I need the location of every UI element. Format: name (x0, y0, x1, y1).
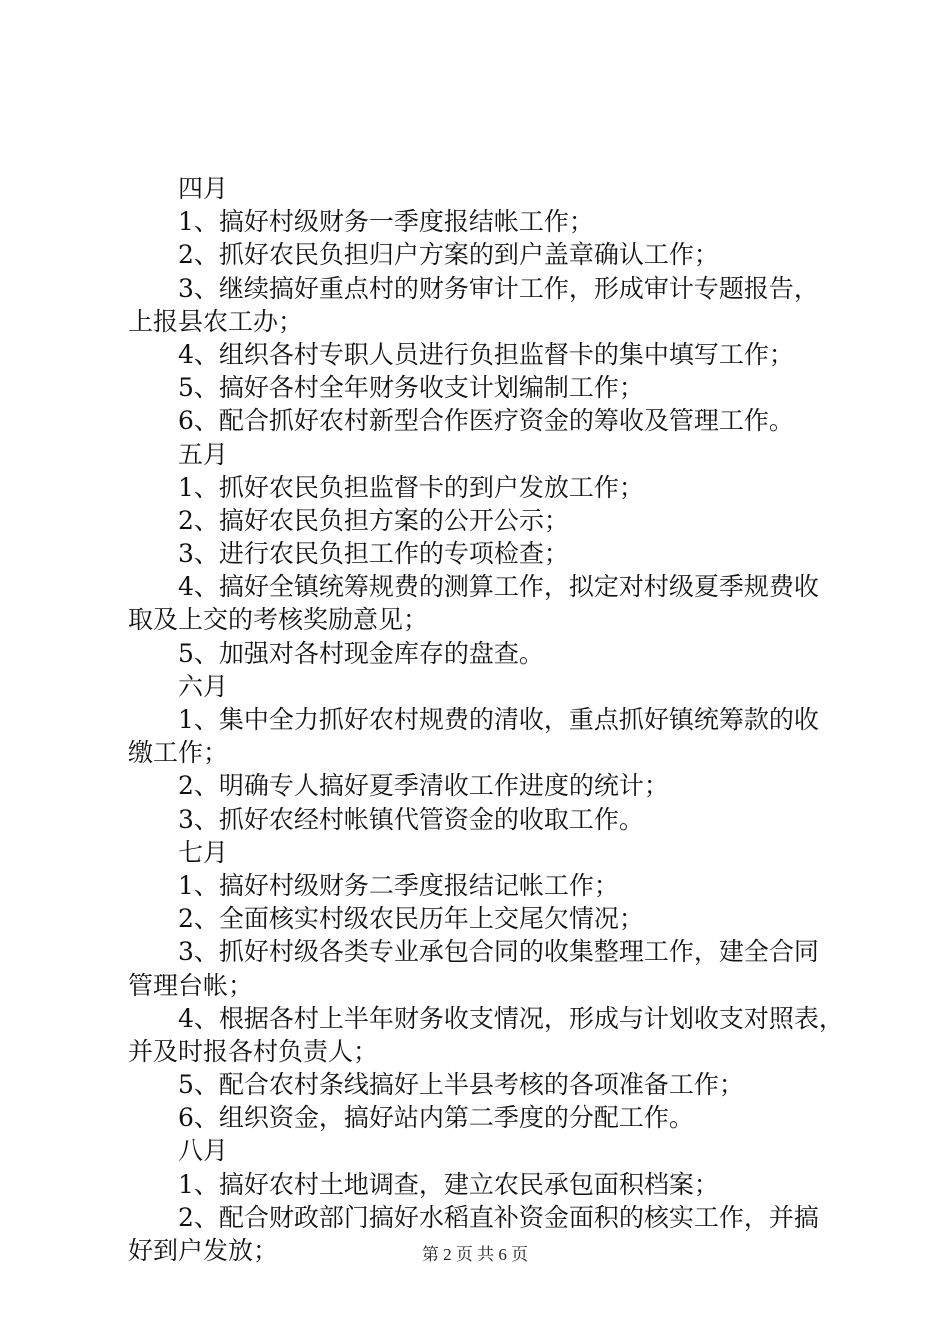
list-item: 3、抓好村级各类专业承包合同的收集整理工作，建全合同 (178, 937, 819, 967)
list-item: 3、继续搞好重点村的财务审计工作，形成审计专题报告， (178, 273, 819, 303)
document-body (128, 172, 844, 1267)
list-item: 1、搞好村级财务二季度报结记帐工作； (178, 870, 619, 900)
list-item-continuation: 并及时报各村负责人； (128, 1036, 379, 1066)
list-item: 3、进行农民负担工作的专项检查； (178, 539, 569, 569)
month-heading: 五月 (178, 439, 229, 469)
list-item: 5、搞好各村全年财务收支计划编制工作； (178, 373, 644, 403)
list-item: 2、搞好农民负担方案的公开公示； (178, 505, 569, 535)
list-item: 6、配合抓好农村新型合作医疗资金的筹收及管理工作。 (178, 406, 794, 436)
list-item-continuation: 管理台帐； (128, 970, 254, 1000)
list-item: 1、搞好村级财务一季度报结帐工作； (178, 207, 594, 237)
list-item: 5、加强对各村现金库存的盘查。 (178, 638, 544, 668)
list-item: 4、搞好全镇统筹规费的测算工作，拟定对村级夏季规费收 (178, 572, 819, 602)
list-item: 2、配合财政部门搞好水稻直补资金面积的核实工作，并搞 (178, 1202, 819, 1232)
list-item: 1、抓好农民负担监督卡的到户发放工作； (178, 472, 644, 502)
list-item: 1、集中全力抓好农村规费的清收，重点抓好镇统筹款的收 (178, 705, 819, 734)
list-item: 4、组织各村专职人员进行负担监督卡的集中填写工作； (178, 339, 794, 369)
month-heading: 七月 (178, 837, 229, 867)
month-heading: 六月 (178, 671, 229, 701)
page-footer: 第 2 页 共 6 页 (421, 1245, 529, 1264)
list-item: 6、组织资金，搞好站内第二季度的分配工作。 (178, 1103, 694, 1133)
list-item-continuation: 取及上交的考核奖励意见； (128, 605, 429, 635)
list-item-continuation: 上报县农工办； (128, 306, 304, 336)
list-item-continuation: 缴工作； (128, 738, 229, 768)
list-item: 1、搞好农村土地调查，建立农民承包面积档案； (178, 1169, 719, 1199)
list-item: 2、明确专人搞好夏季清收工作进度的统计； (178, 771, 669, 801)
list-item: 2、全面核实村级农民历年上交尾欠情况； (178, 904, 644, 934)
list-item: 5、配合农村条线搞好上半县考核的各项准备工作； (178, 1070, 744, 1100)
list-item: 3、抓好农经村帐镇代管资金的收取工作。 (178, 804, 644, 834)
list-item-continuation: 好到户发放； (128, 1236, 279, 1265)
month-heading: 八月 (178, 1136, 229, 1166)
list-item: 2、抓好农民负担归户方案的到户盖章确认工作； (178, 240, 719, 270)
month-heading: 四月 (178, 174, 229, 203)
list-item: 4、根据各村上半年财务收支情况，形成与计划收支对照表， (178, 1003, 844, 1033)
